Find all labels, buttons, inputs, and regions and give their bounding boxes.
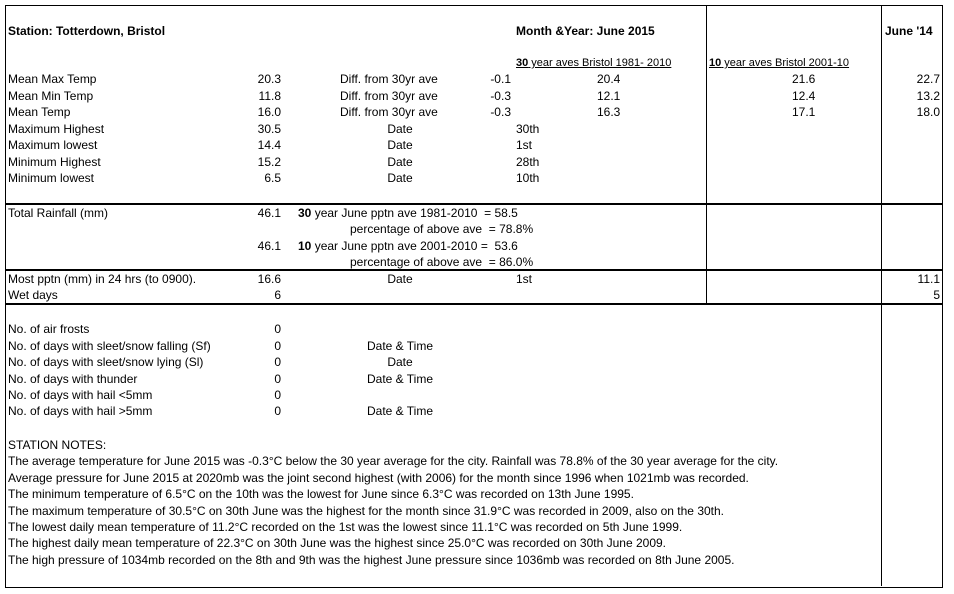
count-value: 0 <box>274 388 281 402</box>
rainfall-ave30-value: 58.5 <box>494 206 518 220</box>
count-label: No. of days with hail <5mm <box>8 388 153 402</box>
count-label: No. of days with sleet/snow lying (Sl) <box>8 355 204 369</box>
note-line: Average pressure for June 2015 at 2020mb was the joint second highest (with 2006) for the month since 1996 when 1021mb was recorded. <box>8 471 749 485</box>
rainfall-pct10-value: 86.0% <box>499 255 534 269</box>
extreme-date: 10th <box>516 171 540 185</box>
column-divider-prev-year <box>881 5 882 586</box>
ave10-value: 12.4 <box>792 89 816 103</box>
temp-value: 16.0 <box>257 105 281 119</box>
temp-label: Mean Max Temp <box>8 72 97 86</box>
count-value: 0 <box>274 404 281 418</box>
rainfall-ave30-text: year June pptn ave 1981-2010 = <box>311 206 495 220</box>
count-value: 0 <box>274 322 281 336</box>
temp-value: 11.8 <box>258 89 281 103</box>
ave10-value: 17.1 <box>792 105 816 119</box>
note-line: The high pressure of 1034mb recorded on the 8th and 9th was the highest June pressure since 1036mb was recorded on 8th June 2005. <box>8 553 735 567</box>
column-divider-10yr <box>706 5 707 303</box>
extreme-label: Maximum Highest <box>8 122 105 136</box>
diff-value: -0.3 <box>490 89 511 103</box>
prev-year-header: June '14 <box>885 24 933 38</box>
date-label: Date <box>387 171 413 185</box>
rainfall-ave10-prefix: 10 <box>298 239 312 253</box>
station-title: Station: Totterdown, Bristol <box>8 24 166 38</box>
rainfall-ave10-text: year June pptn ave 2001-2010 = <box>311 239 495 253</box>
ave30-value: 12.1 <box>597 89 621 103</box>
diff-label: Diff. from 30yr ave <box>340 72 438 86</box>
ave10-value: 21.6 <box>792 72 816 86</box>
wet-days-prev: 5 <box>933 288 940 302</box>
rainfall-ave10-line <box>298 239 518 253</box>
diff-label: Diff. from 30yr ave <box>340 89 438 103</box>
rainfall-pct10-line <box>350 255 533 269</box>
month-year-title: Month &Year: June 2015 <box>516 24 655 38</box>
extreme-date: 1st <box>516 138 533 152</box>
rainfall-value-2: 46.1 <box>257 239 281 253</box>
ave30-value: 20.4 <box>597 72 621 86</box>
count-value: 0 <box>274 339 281 353</box>
temp-value: 20.3 <box>257 72 281 86</box>
extreme-date: 28th <box>516 155 540 169</box>
section-divider-counts <box>5 303 943 305</box>
ave10-header <box>709 56 849 70</box>
rainfall-ave10-value: 53.6 <box>494 239 518 253</box>
extreme-value: 14.4 <box>257 138 281 152</box>
ave30-header-prefix: 30 <box>516 57 529 69</box>
note-line: The minimum temperature of 6.5°C on the 10th was the lowest for June since 6.3°C was recorded on 13th June 1995. <box>8 487 634 501</box>
note-line: The highest daily mean temperature of 22.3°C on 30th June was the highest since 25.0°C was recorded on 30th June 2009. <box>8 536 667 550</box>
prev-year-value: 13.2 <box>916 89 940 103</box>
prev-year-value: 22.7 <box>916 72 940 86</box>
rainfall-pct30-line <box>350 222 533 236</box>
date-label: Date <box>387 155 413 169</box>
notes-title: STATION NOTES: <box>8 438 107 452</box>
count-value: 0 <box>274 355 281 369</box>
count-value: 0 <box>274 372 281 386</box>
extreme-date: 30th <box>516 122 540 136</box>
ave30-header <box>516 56 671 70</box>
note-line: The maximum temperature of 30.5°C on 30th June was the highest for the month since 31.9°C was recorded in 2009, also on the 30th. <box>8 504 725 518</box>
date-label: Date <box>387 138 413 152</box>
count-label: No. of days with thunder <box>8 372 138 386</box>
count-label: No. of days with hail >5mm <box>8 404 153 418</box>
temp-label: Mean Temp <box>8 105 71 119</box>
diff-value: -0.1 <box>490 72 511 86</box>
rainfall-ave30-line <box>298 206 518 220</box>
rainfall-label: Total Rainfall (mm) <box>8 206 109 220</box>
most-pptn-prev: 11.1 <box>917 272 940 286</box>
rainfall-pct10-text: percentage of above ave = <box>350 255 500 269</box>
count-date-label: Date & Time <box>366 339 434 353</box>
ave10-header-label: year aves Bristol 2001-10 <box>721 57 850 69</box>
ave10-header-prefix: 10 <box>709 57 722 69</box>
note-line: The average temperature for June 2015 was -0.3°C below the 30 year average for the city. Rainfall was 78.8% of the 30 year average for the city. <box>8 454 779 468</box>
diff-value: -0.3 <box>490 105 511 119</box>
extreme-label: Minimum lowest <box>8 171 95 185</box>
rainfall-value: 46.1 <box>257 206 281 220</box>
extreme-value: 30.5 <box>257 122 281 136</box>
extreme-value: 15.2 <box>257 155 281 169</box>
note-line: The lowest daily mean temperature of 11.2°C recorded on the 1st was the lowest since 11.1°C was recorded on 5th June 1999. <box>8 520 683 534</box>
most-pptn-value: 16.6 <box>257 272 281 286</box>
prev-year-value: 18.0 <box>916 105 940 119</box>
temp-label: Mean Min Temp <box>8 89 94 103</box>
count-date-label: Date & Time <box>366 372 434 386</box>
section-divider-rainfall <box>5 203 943 205</box>
most-pptn-date: 1st <box>516 272 533 286</box>
ave30-value: 16.3 <box>597 105 621 119</box>
extreme-label: Maximum lowest <box>8 138 98 152</box>
rainfall-ave30-prefix: 30 <box>298 206 312 220</box>
date-label: Date <box>387 122 413 136</box>
ave30-header-label: year aves Bristol 1981- 2010 <box>528 57 672 69</box>
weather-report-sheet <box>5 5 943 588</box>
count-date-label: Date <box>387 355 413 369</box>
wet-days-value: 6 <box>274 288 281 302</box>
count-label: No. of air frosts <box>8 322 90 336</box>
count-label: No. of days with sleet/snow falling (Sf) <box>8 339 211 353</box>
count-date-label: Date & Time <box>366 404 434 418</box>
diff-label: Diff. from 30yr ave <box>340 105 438 119</box>
extreme-value: 6.5 <box>264 171 281 185</box>
extreme-label: Minimum Highest <box>8 155 101 169</box>
most-pptn-date-label: Date <box>387 272 413 286</box>
most-pptn-label: Most pptn (mm) in 24 hrs (to 0900). <box>8 272 197 286</box>
rainfall-pct30-text: percentage of above ave = <box>350 222 500 236</box>
wet-days-label: Wet days <box>8 288 58 302</box>
section-divider-pptn <box>5 269 943 271</box>
rainfall-pct30-value: 78.8% <box>499 222 534 236</box>
